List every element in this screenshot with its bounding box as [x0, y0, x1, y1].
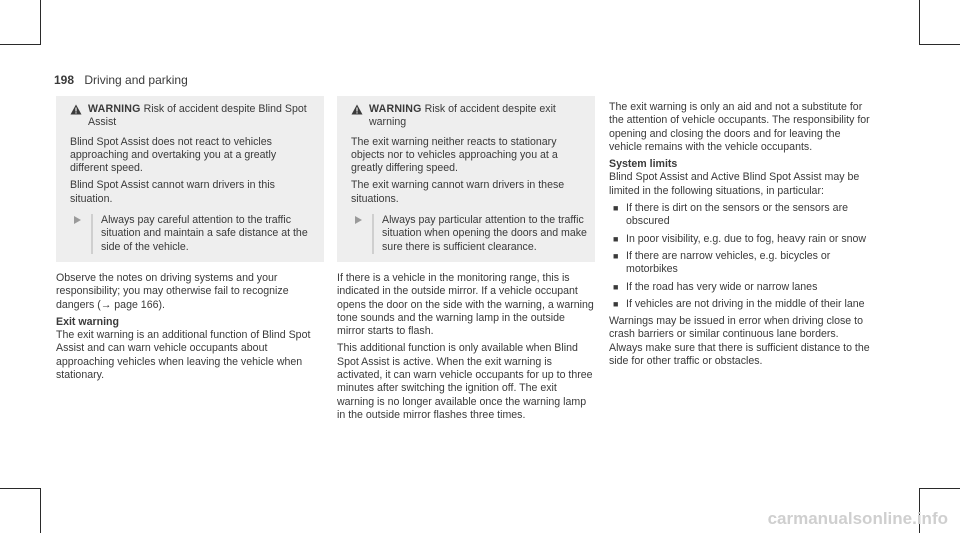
warning-paragraph: The exit warning neither reacts to stationary objects nor to vehicles approaching you at a greatly differing speed. [351, 135, 558, 175]
crop-mark [0, 488, 41, 489]
warning-triangle-icon [70, 104, 82, 115]
warning-label: WARNING [88, 103, 141, 115]
warning-box [56, 96, 324, 262]
list-item-text: If vehicles are not driving in the middle of their lane [626, 297, 865, 310]
action-arrow-icon [355, 216, 362, 224]
crop-mark [40, 488, 41, 533]
warning-action [351, 214, 587, 254]
body-paragraph: If there is a vehicle in the monitoring range, this is indicated in the outside mirror. If a vehicle occupant opens the door on the side with the warning, a warning tone sounds and the warning lamp in the outside mirror starts to flash. [337, 271, 594, 338]
list-item-text: If there is dirt on the sensors or the sensors are obscured [626, 202, 848, 228]
warning-text: Risk of accident despite Blind Spot Assist [88, 103, 307, 129]
list-item: ■ In poor visibility, e.g. due to fog, heavy rain or snow [613, 232, 867, 245]
column-3 [609, 101, 873, 372]
warning-label: WARNING [369, 103, 422, 115]
body-paragraph: This additional function is only available when Blind Spot Assist is active. When the exit warning is activated, it can warn vehicle occupants for up to three minutes after switching the ignition off. The exit warning is no longer available once the warning lamp in the outside mirror flashes three times. [337, 342, 593, 421]
warning-paragraph: Blind Spot Assist does not react to vehicles approaching and overtaking you at a greatly different speed. [70, 135, 277, 175]
list-item-text: If the road has very wide or narrow lanes [626, 280, 818, 293]
column-2 [337, 96, 595, 426]
list-item-text: In poor visibility, e.g. due to fog, heavy rain or snow [626, 232, 867, 245]
body-paragraph: The exit warning is an additional function of Blind Spot Assist and can warn vehicle occupants about approaching vehicles when leaving the vehicle when stationary. [56, 329, 311, 382]
section-heading: System limits [609, 158, 678, 171]
column-1 [56, 96, 324, 386]
warning-title [70, 103, 316, 130]
page-number: 198 [54, 73, 75, 87]
warning-paragraph: Blind Spot Assist cannot warn drivers in this situation. [70, 179, 275, 205]
warning-paragraph: The exit warning cannot warn drivers in these situations. [351, 179, 565, 205]
crop-mark [0, 44, 41, 45]
warning-triangle-icon [351, 104, 363, 115]
section-title: Driving and parking [84, 73, 188, 87]
crop-mark [40, 0, 41, 45]
crop-mark [919, 0, 920, 45]
warning-box [337, 96, 595, 262]
crop-mark [919, 488, 960, 489]
list-item: ■ If there is dirt on the sensors or the sensors are obscured [613, 202, 848, 228]
warning-text: Risk of accident despite exit warning [369, 103, 556, 129]
list-item-text: If there are narrow vehicles, e.g. bicycles or motorbikes [626, 249, 831, 276]
crop-mark [919, 44, 960, 45]
warning-title [351, 103, 587, 130]
body-paragraph: The exit warning is only an aid and not a substitute for the attention of vehicle occupants. The responsibility for opening and closing the doors and for leaving the vehicle remains with the vehicle occupants. [609, 101, 870, 153]
body-paragraph: Blind Spot Assist and Active Blind Spot Assist may be limited in the following situations, in particular: [609, 171, 860, 197]
page-header [54, 73, 188, 87]
body-paragraph: Observe the notes on driving systems and your responsibility; you may otherwise fail to recognize dangers (→ page 166). [56, 271, 289, 311]
watermark: carmanualsonline.info [767, 509, 948, 528]
action-text: Always pay careful attention to the traffic situation and maintain a safe distance at the side of the vehicle. [91, 214, 316, 254]
body-paragraph: Warnings may be issued in error when driving close to crash barriers or similar continuous lane borders. Always make sure that there is sufficient distance to the side for other traffic or obstacles. [609, 315, 870, 368]
limits-list [609, 202, 873, 311]
list-item: ■ If vehicles are not driving in the middle of their lane [613, 297, 865, 310]
section-heading: Exit warning [56, 315, 119, 328]
warning-action [70, 214, 316, 254]
list-item: ■ If the road has very wide or narrow lanes [613, 280, 818, 293]
action-arrow-icon [74, 216, 81, 224]
action-text: Always pay particular attention to the traffic situation when opening the doors and make sure there is sufficient clearance. [372, 214, 587, 254]
list-item: ■ If there are narrow vehicles, e.g. bicycles or motorbikes [613, 249, 831, 276]
